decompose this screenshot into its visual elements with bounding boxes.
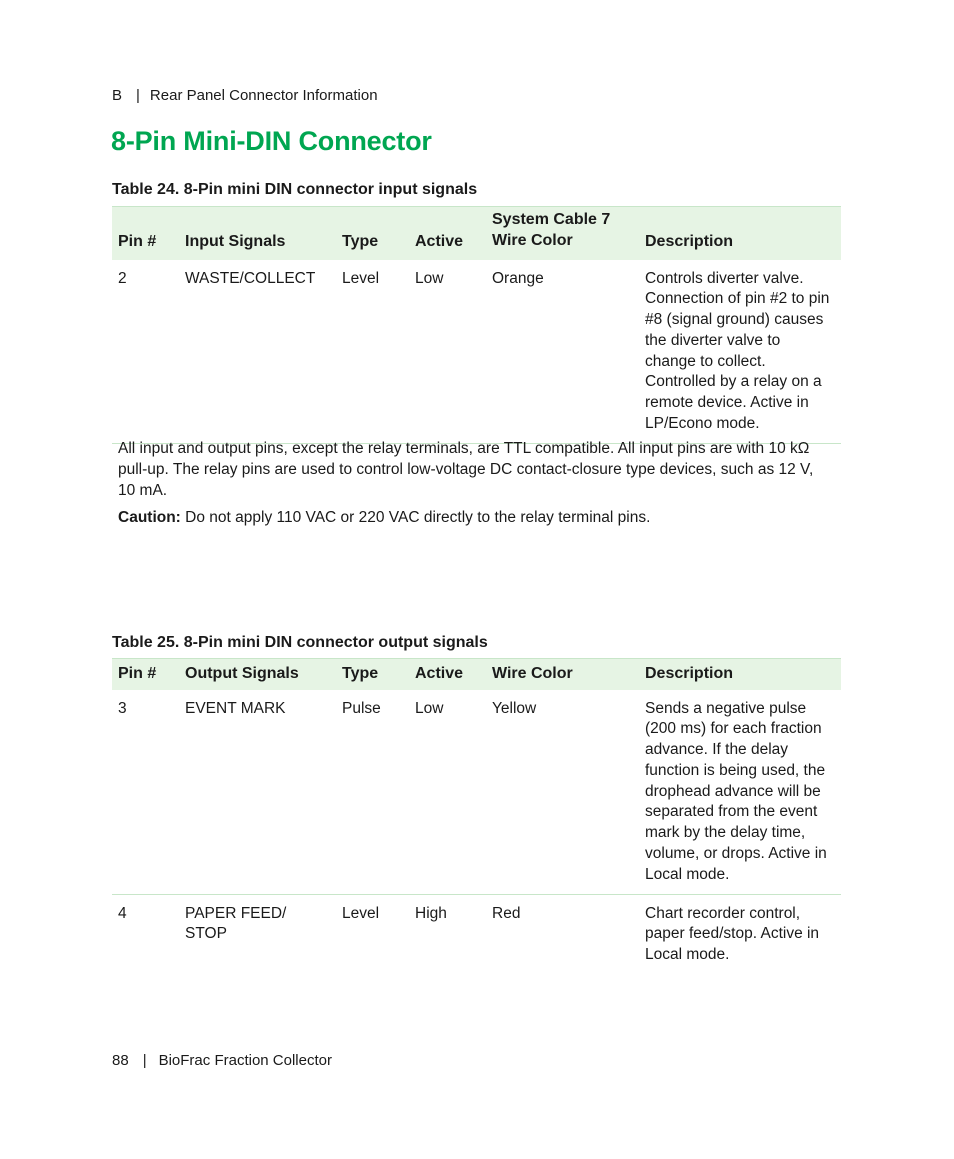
col-wire-header-line2: Wire Color [492,231,573,249]
signal-cell: PAPER FEED/ STOP [185,904,287,943]
type-cell: Level [336,260,409,444]
col-pin-header: Pin # [112,207,179,260]
table25-caption: Table 25. 8-Pin mini DIN connector output signals [112,634,488,651]
table-row [112,260,841,444]
col-active-header: Active [409,207,486,260]
col-type-header: Type [336,659,409,690]
footer-separator: | [142,1052,147,1069]
caution-text: Do not apply 110 VAC or 220 VAC directly to the relay terminal pins. [180,509,651,526]
type-cell: Level [342,904,380,922]
description-cell: Controls diverter valve. Connection of pin #2 to pin #8 (signal ground) causes the diverter valve to change to collect. Controlled by a relay on a remote device. Active in LP/Econo mode. [639,260,841,444]
description-cell: Sends a negative pulse (200 ms) for each fraction advance. If the delay function is being used, the drophead advance will be separated from the event mark by the delay time, volume, or drops. Active in Local mode. [639,690,841,895]
type-cell: Pulse [336,690,409,895]
col-signal-header: Input Signals [179,207,336,260]
wire-cell: Orange [486,260,639,444]
col-wire-header-line1: System Cable 7 [492,210,611,228]
table-row [112,690,841,895]
footer-title: BioFrac Fraction Collector [158,1052,332,1069]
ttl-note: All input and output pins, except the relay terminals, are TTL compatible. All input pins are with 10 kΩ pull-up. The relay pins are used to control low-voltage DC contact-closure type devices, such as 12 V, 10 mA. [118,440,814,499]
wire-cell: Yellow [486,690,639,895]
col-description-header: Description [639,207,841,260]
table-header-row [112,659,841,690]
signal-cell: EVENT MARK [179,690,336,895]
pin-cell: 2 [112,260,179,444]
caution-note [118,507,830,528]
col-wire-header [486,207,639,260]
header-title: Rear Panel Connector Information [149,87,378,104]
col-pin-header: Pin # [112,659,179,690]
wire-cell: Red [492,904,521,922]
input-signals-table [112,206,841,444]
col-description-header: Description [639,659,841,690]
table-row [112,894,841,974]
section-letter: B [112,87,123,104]
col-active-header: Active [409,659,486,690]
col-wire-header: Wire Color [486,659,639,690]
caution-label: Caution: [118,509,181,526]
page-title: 8-Pin Mini-DIN Connector [111,126,432,156]
signal-cell: WASTE/COLLECT [179,260,336,444]
page-number: 88 [112,1052,129,1069]
running-header [112,87,378,104]
active-cell: Low [409,690,486,895]
col-signal-header: Output Signals [179,659,336,690]
running-footer [112,1052,332,1069]
active-cell: Low [409,260,486,444]
active-cell: High [415,904,447,922]
table-header-row [112,207,841,260]
pin-cell: 3 [112,690,179,895]
table24-caption: Table 24. 8-Pin mini DIN connector input signals [112,181,478,198]
col-type-header: Type [336,207,409,260]
header-separator: | [136,87,140,104]
output-signals-table [112,658,841,974]
pin-cell: 4 [118,904,127,922]
description-cell: Chart recorder control, paper feed/stop. Active in Local mode. [645,904,820,964]
